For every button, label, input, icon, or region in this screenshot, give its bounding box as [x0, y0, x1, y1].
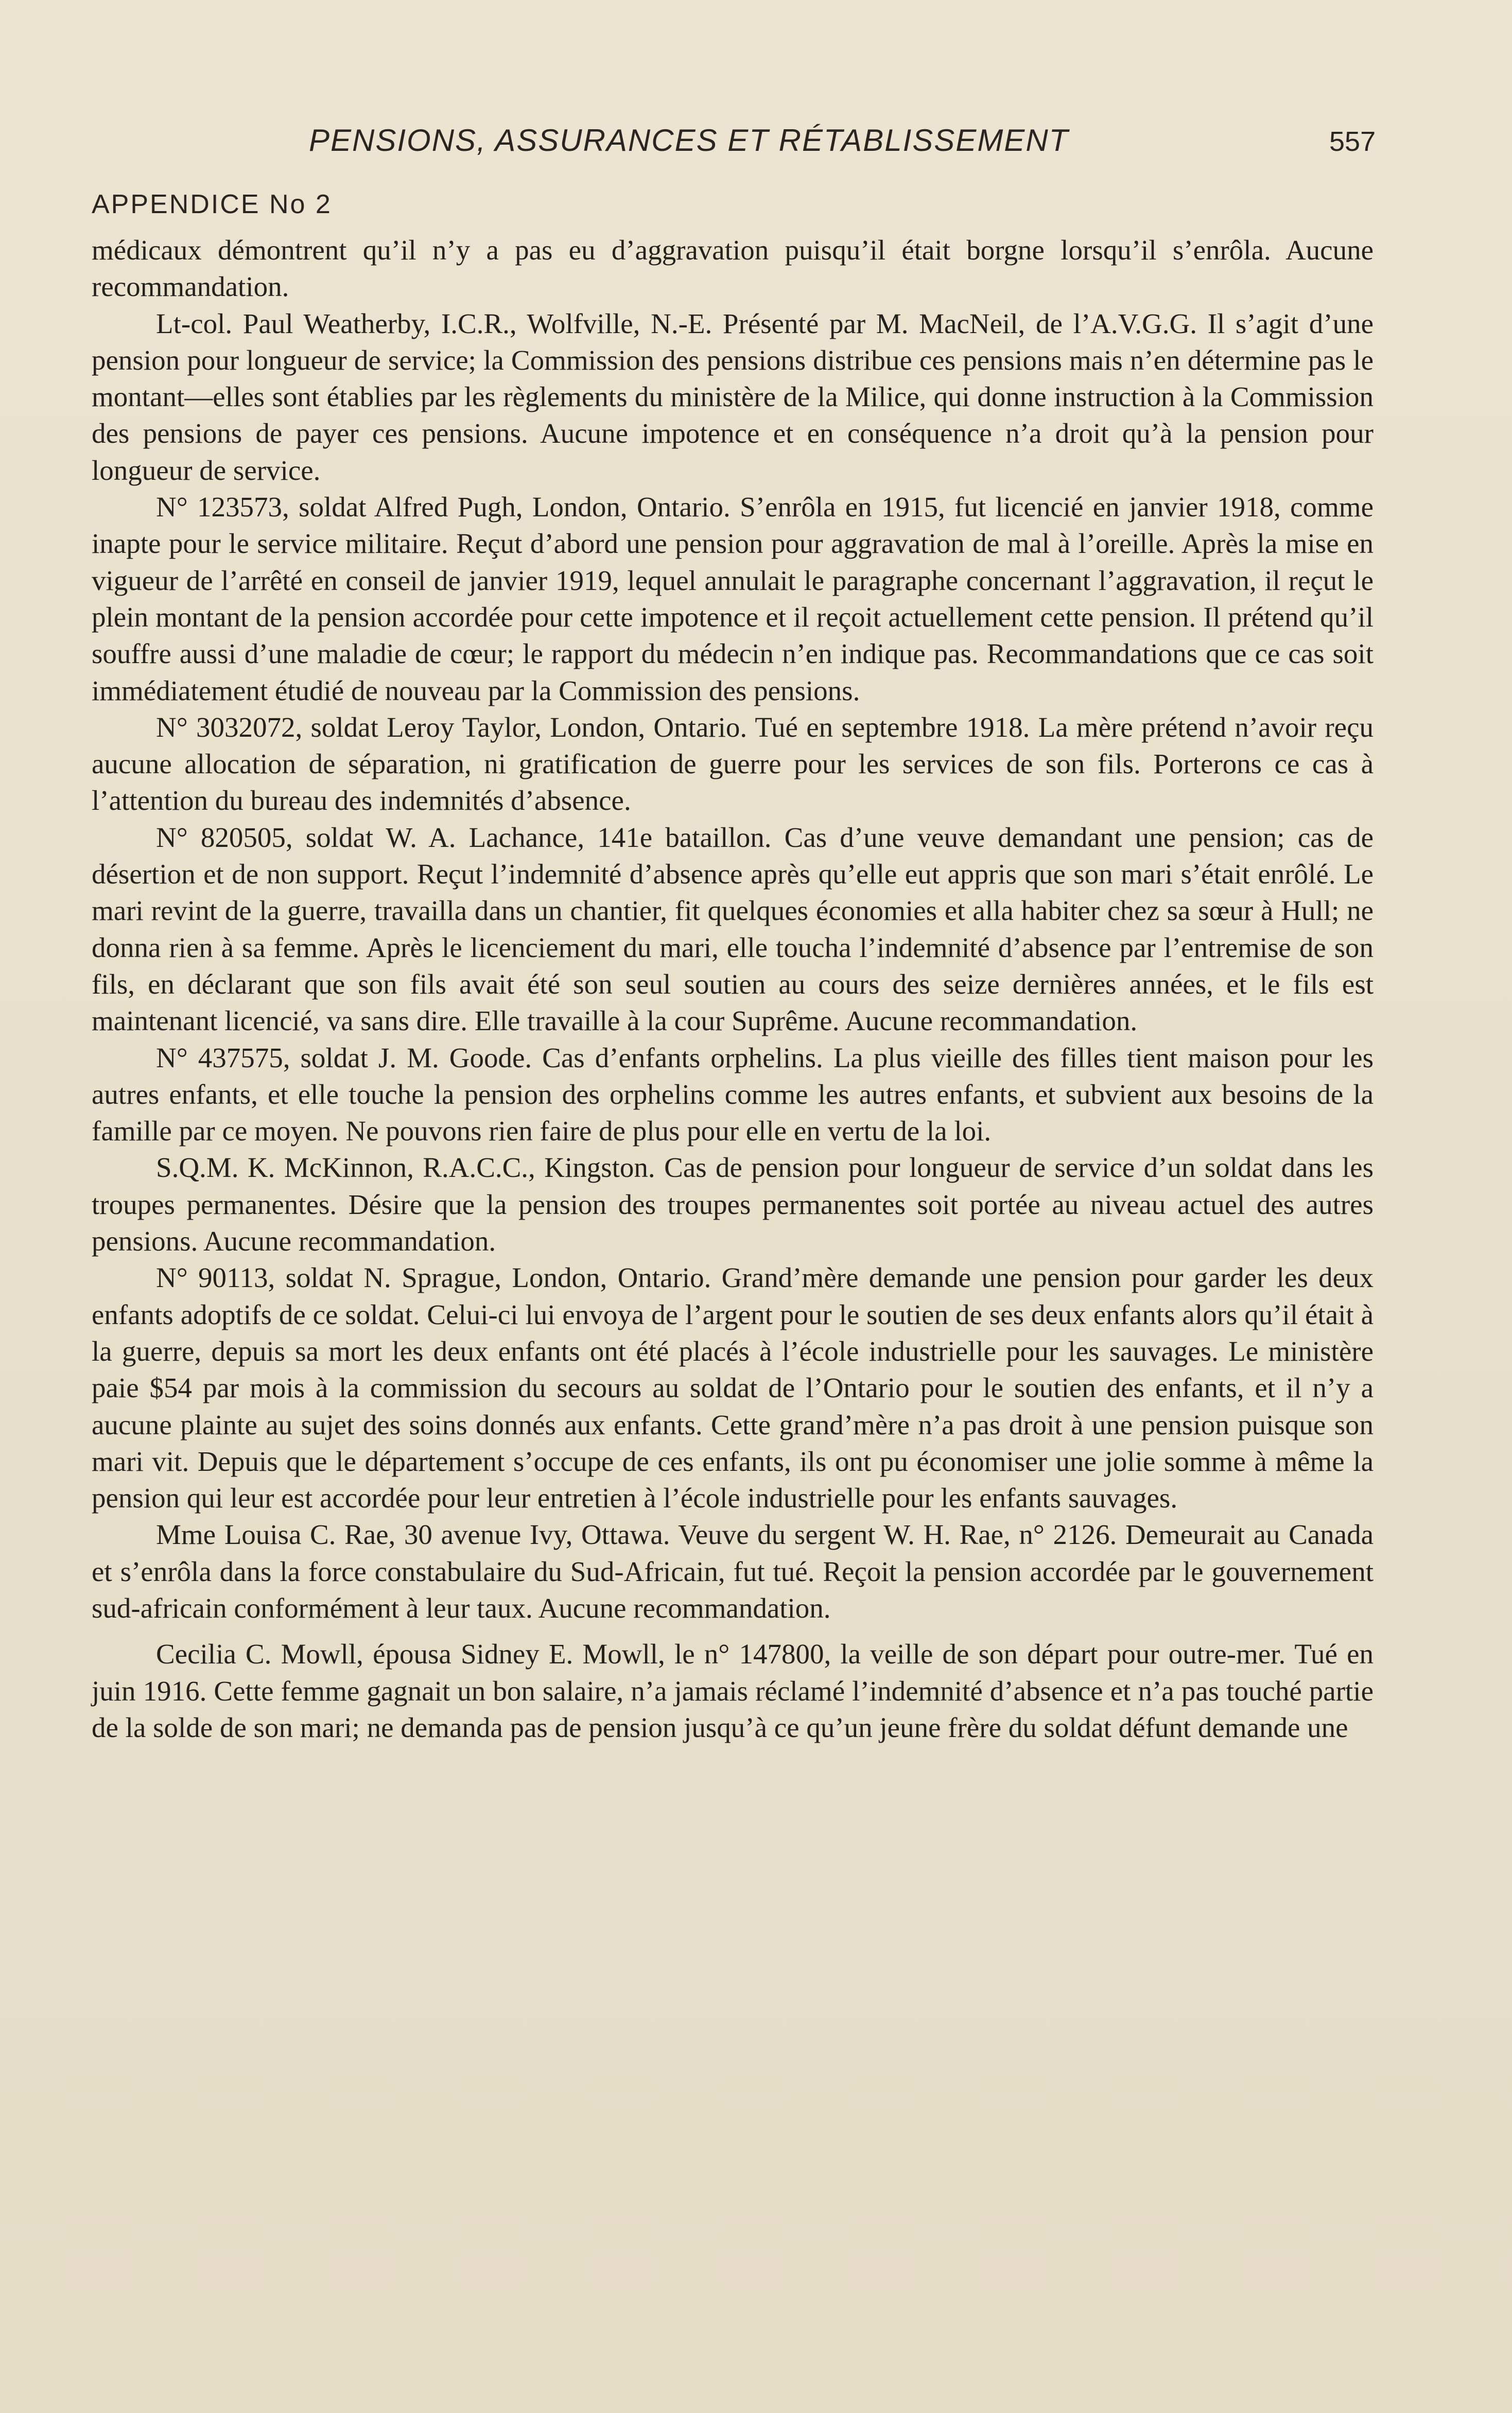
paragraph-weatherby: Lt-col. Paul Weatherby, I.C.R., Wolfville, N.-E. Présenté par M. MacNeil, de l’A.V.G.G. Il s’agit d’une pension pour longueur de service; la Commission des pensions distribue ces pensions mais n’en détermine pas le montant—elles sont établies par les règlements du ministère de la Milice, qui donne instruction à la Commission des pensions de payer ces pensions. Aucune impotence et en conséquence n’a droit qu’à la pension pour longueur de service. [92, 307, 1374, 486]
running-title: PENSIONS, ASSURANCES ET RÉTABLISSEMENT [309, 123, 1069, 158]
paragraph-taylor: N° 3032072, soldat Leroy Taylor, London, Ontario. Tué en septembre 1918. La mère prétend n’avoir reçu aucune allocation de séparation, ni gratification de guerre pour les services de son fils. Porterons ce cas à l’attention du bureau des indemnités d’absence. [92, 711, 1374, 817]
page-number: 557 [1329, 126, 1376, 157]
paragraph-mckinnon: S.Q.M. K. McKinnon, R.A.C.C., Kingston. Cas de pension pour longueur de service d’un soldat dans les troupes permanentes. Désire que la pension des troupes permanentes soit portée au niveau actuel des autres pensions. Aucune recommandation. [92, 1152, 1374, 1257]
paragraph-goode: N° 437575, soldat J. M. Goode. Cas d’enfants orphelins. La plus vieille des filles tient maison pour les autres enfants, et elle touche la pension des orphelins comme les autres enfants, et subvient aux besoins de la famille par ce moyen. Ne pouvons rien faire de plus pour elle en vertu de la loi. [92, 1041, 1374, 1147]
paragraph-sprague: N° 90113, soldat N. Sprague, London, Ontario. Grand’mère demande une pension pour garder les deux enfants adoptifs de ce soldat. Celui-ci lui envoya de l’argent pour le soutien de ses deux enfants alors qu’il était à la guerre, depuis sa mort les deux enfants ont été placés à l’école industrielle pour les sauvages. Le ministère paie $54 par mois à la commission du secours au soldat de l’Ontario pour le soutien des enfants, et il n’y a aucune plainte au sujet des soins donnés aux enfants. Cette grand’mère n’a pas droit à une pension puisque son mari vit. Depuis que le département s’occupe de ces enfants, ils ont pu économiser une jolie somme à même la pension qui leur est accordée pour leur entretien à l’école industrielle pour les enfants sauvages. [92, 1262, 1374, 1514]
paragraph-continuation: médicaux démontrent qu’il n’y a pas eu d’aggravation puisqu’il était borgne lorsqu’il s’enrôla. Aucune recommandation. [92, 234, 1374, 303]
paragraph-rae: Mme Louisa C. Rae, 30 avenue Ivy, Ottawa. Veuve du sergent W. H. Rae, n° 2126. Demeurait au Canada et s’enrôla dans la force constabulaire du Sud-Africain, fut tué. Reçoit la pension accordée par le gouvernement sud-africain conformément à leur taux. Aucune recommandation. [92, 1519, 1374, 1624]
appendix-label: APPENDICE No 2 [92, 189, 332, 219]
paragraph-pugh: N° 123573, soldat Alfred Pugh, London, Ontario. S’enrôla en 1915, fut licencié en janvier 1918, comme inapte pour le service militaire. Reçut d’abord une pension pour aggravation de mal à l’oreille. Après la mise en vigueur de l’arrêté en conseil de janvier 1919, lequel annulait le paragraphe concernant l’aggravation, il reçut le plein montant de la pension accordée pour cette impotence et il reçoit actuellement cette pension. Il prétend qu’il souffre aussi d’une maladie de cœur; le rapport du médecin n’en indique pas. Recommandations que ce cas soit immédiatement étudié de nouveau par la Commission des pensions. [92, 491, 1374, 706]
paragraph-lachance: N° 820505, soldat W. A. Lachance, 141e bataillon. Cas d’une veuve demandant une pension; cas de désertion et de non support. Reçut l’indemnité d’absence après qu’elle eut appris que son mari s’était enrôlé. Le mari revint de la guerre, travailla dans un chantier, fit quelques économies et alla habiter chez sa sœur à Hull; ne donna rien à sa femme. Après le licenciement du mari, elle toucha l’indemnité d’absence par l’entremise de son fils, en déclarant que son fils avait été son seul soutien au cours des seize dernières années, et le fils est maintenant licencié, va sans dire. Elle travaille à la cour Suprême. Aucune recommandation. [92, 821, 1374, 1037]
body-text [92, 232, 1374, 1746]
paragraph-mowll: Cecilia C. Mowll, épousa Sidney E. Mowll, le n° 147800, la veille de son départ pour outre-mer. Tué en juin 1916. Cette femme gagnait un bon salaire, n’a jamais réclamé l’indemnité d’absence et n’a pas touché partie de la solde de son mari; ne demanda pas de pension jusqu’à ce qu’un jeune frère du soldat défunt demande une [92, 1638, 1374, 1743]
